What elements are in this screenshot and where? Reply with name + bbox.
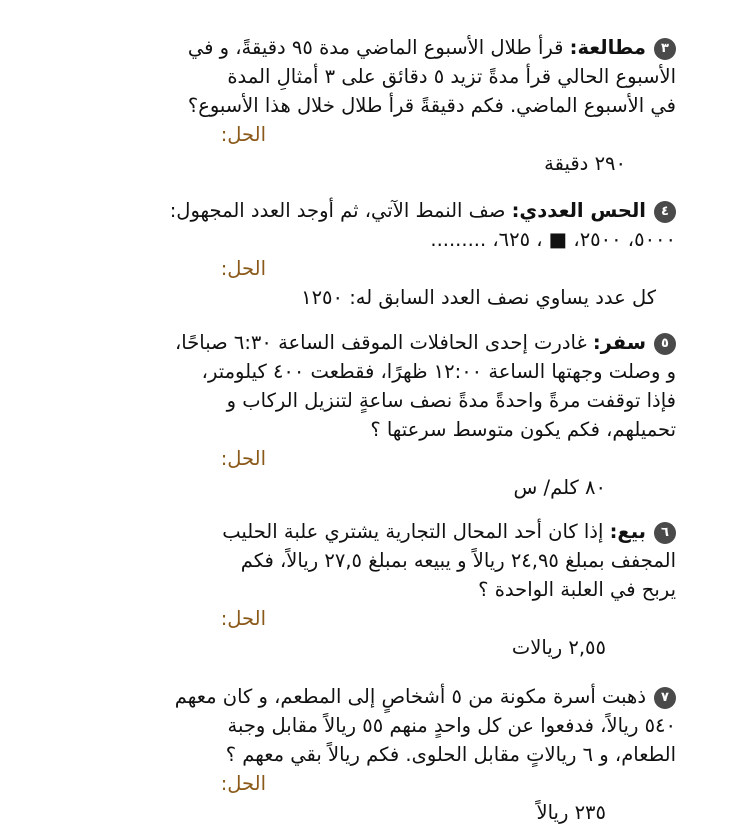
problem-text-line: غادرت إحدى الحافلات الموقف الساعة ٦:٣٠ صباحًا، bbox=[175, 331, 587, 354]
solution-label: الحل: bbox=[220, 772, 266, 795]
problem-text-line: ذهبت أسرة مكونة من ٥ أشخاصٍ إلى المطعم، و كان معهم bbox=[174, 685, 646, 708]
problem-number-badge: ٧ bbox=[654, 687, 676, 709]
number-pattern-line: ٥٠٠٠، ٢٥٠٠، ■ ، ٦٢٥، ......... bbox=[430, 228, 676, 251]
problem-text-line: يربح في العلبة الواحدة ؟ bbox=[478, 578, 676, 601]
problem-text-line: الطعام، و ٦ ريالاتٍ مقابل الحلوى. فكم ريالاً بقي معهم ؟ bbox=[225, 743, 676, 766]
solution-answer: كل عدد يساوي نصف العدد السابق له: ١٢٥٠ bbox=[301, 286, 656, 309]
problem-text-line: في الأسبوع الماضي. فكم دقيقةً قرأ طلال خلال هذا الأسبوع؟ bbox=[187, 94, 676, 117]
problem-title: سفر: bbox=[592, 331, 646, 354]
problem-number-badge: ٣ bbox=[654, 38, 676, 60]
problem-text-line: فإذا توقفت مرةً واحدةً مدةً نصف ساعةٍ لتنزيل الركاب و bbox=[226, 389, 676, 412]
problem-title: بيع: bbox=[609, 520, 646, 543]
problem-text-line: المجفف بمبلغ ٢٤,٩٥ ريالاً و يبيعه بمبلغ ٢٧,٥ ريالاً، فكم bbox=[240, 549, 676, 572]
problem-6 bbox=[76, 517, 676, 662]
problem-text-line: و وصلت وجهتها الساعة ١٢:٠٠ ظهرًا، فقطعت ٤٠٠ كيلومتر، bbox=[201, 360, 676, 383]
problem-3 bbox=[76, 33, 676, 178]
solution-answer: ٢٣٥ ريالاً bbox=[536, 801, 606, 824]
problem-number-badge: ٦ bbox=[654, 522, 676, 544]
solution-answer: ٢٩٠ دقيقة bbox=[544, 152, 626, 175]
problem-title: مطالعة: bbox=[569, 36, 646, 59]
solution-label: الحل: bbox=[220, 123, 266, 146]
solution-label: الحل: bbox=[220, 447, 266, 470]
problem-number-badge: ٤ bbox=[654, 201, 676, 223]
problem-text-line: ٥٤٠ ريالاً، فدفعوا عن كل واحدٍ منهم ٥٥ ريالاً مقابل وجبة bbox=[227, 714, 676, 737]
problem-5 bbox=[76, 328, 676, 502]
problem-text-line: تحميلهم، فكم يكون متوسط سرعتها ؟ bbox=[370, 418, 676, 441]
problem-text-line: صف النمط الآتي، ثم أوجد العدد المجهول: bbox=[169, 199, 506, 222]
solution-answer: ٢,٥٥ ريالات bbox=[511, 636, 606, 659]
problem-number-badge: ٥ bbox=[654, 333, 676, 355]
problem-7 bbox=[76, 682, 676, 827]
solution-label: الحل: bbox=[220, 257, 266, 280]
problem-text-line: إذا كان أحد المحال التجارية يشتري علبة الحليب bbox=[222, 520, 604, 543]
problem-text-line: قرأ طلال الأسبوع الماضي مدة ٩٥ دقيقةً، و في bbox=[187, 36, 564, 59]
problem-text-line: الأسبوع الحالي قرأ مدةً تزيد ٥ دقائق على ٣ أمثالِ المدة bbox=[227, 65, 676, 88]
solution-label: الحل: bbox=[220, 607, 266, 630]
problem-4 bbox=[76, 196, 676, 312]
solution-answer: ٨٠ كلم/ س bbox=[513, 476, 606, 499]
problem-title: الحس العددي: bbox=[511, 199, 646, 222]
